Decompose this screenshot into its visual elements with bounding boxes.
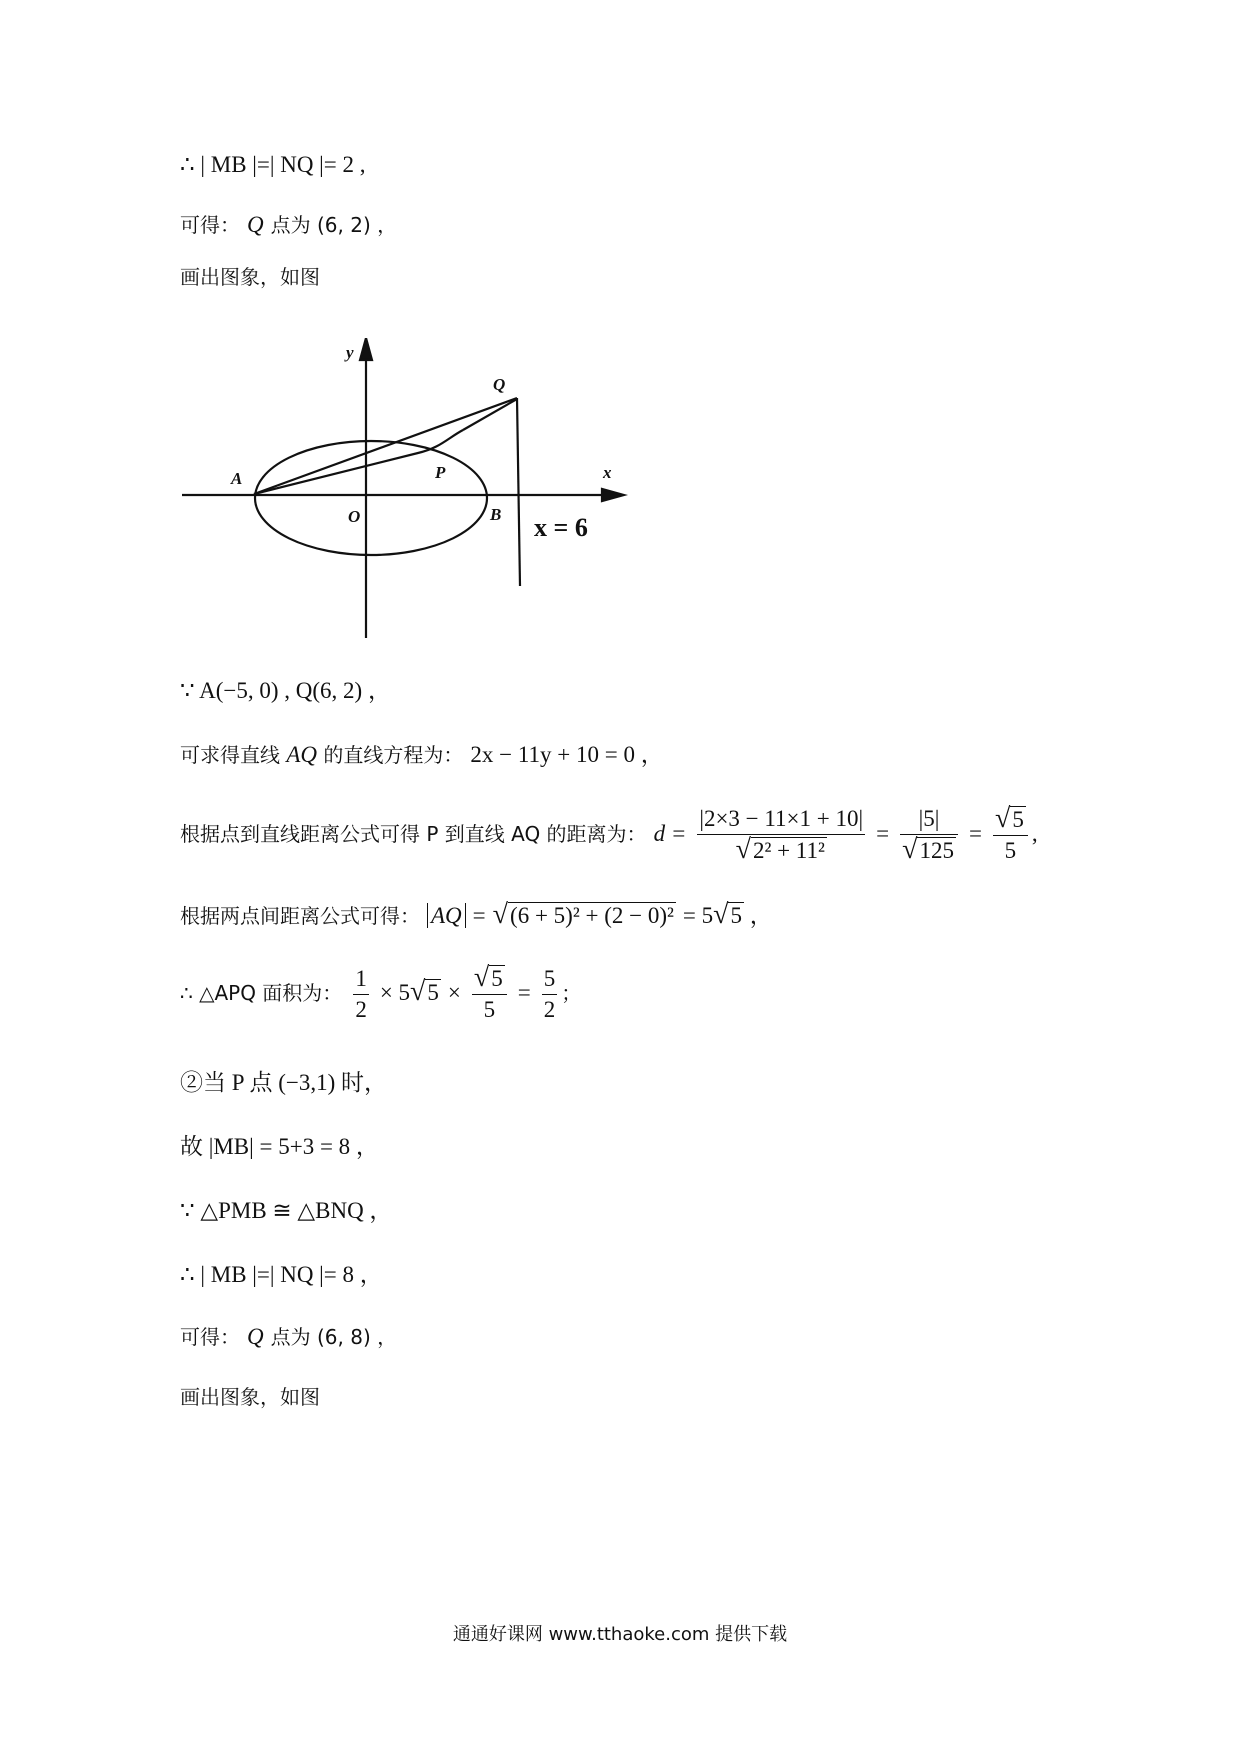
text: ∴ △APQ 面积为： — [180, 981, 343, 1005]
numerator: 5 — [1012, 807, 1024, 832]
denominator: 125 — [919, 838, 954, 863]
text: ； — [561, 981, 582, 1005]
text: 点为 (6, 8) ， — [270, 1325, 398, 1349]
denominator: 2² + 11² — [752, 838, 825, 863]
denominator: 2 — [355, 996, 367, 1022]
text: 点为 (6, 2) ， — [270, 213, 398, 237]
line-distance-formula: 根据点到直线距离公式可得 P 到直线 AQ 的距离为： d = $\frac{|2\times 3 - 11\times 1 + 10|}{\text{√2² + 11²}}$ = $\frac{|5|}{√125}$ = $\frac{√5}{5}$ , — [180, 803, 1038, 865]
sqrt-icon: √ — [735, 834, 751, 865]
denominator: 5 — [1004, 838, 1017, 863]
text: = — [517, 980, 531, 1005]
sqrt-icon: √ — [902, 834, 918, 865]
numerator: 1 — [353, 964, 369, 995]
equation: 2x − 11y + 10 = 0 ， — [470, 742, 664, 767]
footer: 通通好课网 www.tthaoke.com 提供下载 — [452, 1624, 788, 1645]
var-q: Q — [247, 1324, 264, 1349]
label-a: A — [231, 469, 243, 488]
text: 根据点到直线距离公式可得 P 到直线 AQ 的距离为： — [180, 822, 647, 846]
fraction — [993, 804, 1028, 866]
line-case-2: ②当 P 点 (−3,1) 时， — [180, 1070, 387, 1095]
text: 可求得直线 — [180, 743, 287, 767]
line-area — [180, 960, 581, 1026]
var-d: d = — [653, 821, 687, 846]
label-p: P — [435, 463, 446, 482]
line-congruent: ∵ △PMB ≅ △BNQ ， — [180, 1198, 393, 1223]
line-x-6 — [517, 398, 520, 586]
numerator: 5 — [491, 966, 503, 991]
numerator: 5 — [542, 964, 558, 995]
radicand: (6 + 5)² + (2 − 0)² — [510, 903, 674, 928]
line-q-point-6-8 — [180, 1322, 397, 1353]
abs-aq: AQ — [427, 903, 466, 928]
segment-ap — [254, 430, 463, 494]
numerator: |5| — [900, 804, 958, 835]
fraction — [697, 804, 865, 866]
line-draw-graph-2: 画出图象，如图 — [180, 1385, 320, 1409]
label-x-equals-6: x = 6 — [534, 513, 588, 542]
fraction — [900, 804, 958, 866]
text: 的直线方程为： — [317, 743, 464, 767]
line-q-point-6-2 — [180, 210, 397, 241]
label-q: Q — [493, 375, 506, 394]
text: × 5 — [379, 980, 411, 1005]
line-mb-nq-8: ∴ | MB |=| NQ |= 8 ， — [180, 1262, 383, 1287]
label-o: O — [348, 507, 361, 526]
line-mb-8: 故 |MB| = 5+3 = 8 ， — [180, 1134, 379, 1159]
text: 根据两点间距离公式可得： — [180, 904, 420, 928]
line-a-q-coords: ∵ A(−5, 0) , Q(6, 2) ， — [180, 678, 391, 703]
fraction — [472, 963, 507, 1025]
fraction — [353, 964, 369, 1025]
sqrt-icon: √ — [492, 899, 509, 930]
result-radicand: 5 — [730, 903, 742, 928]
var-aq: AQ — [286, 742, 318, 767]
ellipse — [255, 441, 487, 555]
denominator: 2 — [543, 996, 556, 1022]
result: = 5 — [682, 903, 714, 928]
text: 可得： — [180, 1325, 240, 1349]
text: 可得： — [180, 213, 240, 237]
line-aq-equation — [180, 740, 664, 771]
segment-aq — [254, 398, 517, 494]
line-aq-length: 根据两点间距离公式可得： AQ = √(6 + 5)² + (2 − 0)² = 5√5 ， — [180, 899, 773, 930]
denominator: 5 — [483, 997, 496, 1022]
sqrt-icon: √ — [994, 803, 1011, 834]
sqrt-icon: √ — [410, 976, 426, 1007]
label-b: B — [490, 505, 502, 524]
y-axis-arrow — [360, 338, 372, 360]
numerator: |2×3 − 11×1 + 10| — [697, 804, 865, 835]
label-y: y — [346, 343, 354, 362]
x-axis-arrow — [602, 489, 624, 501]
ellipse-figure — [178, 338, 628, 638]
label-x: x — [603, 463, 612, 482]
fraction — [542, 964, 558, 1025]
text: × — [447, 980, 461, 1005]
line-draw-graph: 画出图象，如图 — [180, 265, 320, 289]
line-mb-nq-2: ∴ | MB |=| NQ |= 2 , — [180, 152, 366, 177]
var-q: Q — [247, 212, 264, 237]
sqrt-icon: √ — [473, 962, 490, 993]
sqrt-icon: √ — [713, 899, 729, 930]
radicand: 5 — [427, 980, 439, 1005]
